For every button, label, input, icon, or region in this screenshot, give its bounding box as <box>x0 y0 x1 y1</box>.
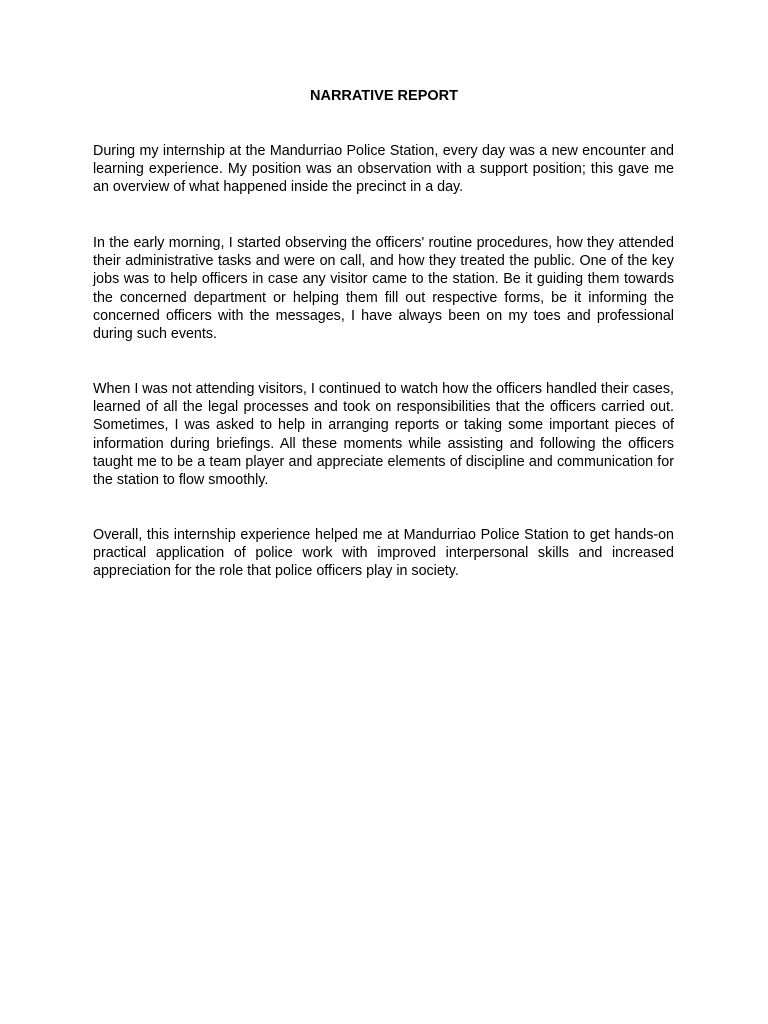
paragraph-3: When I was not attending visitors, I continued to watch how the officers handled their cases, learned of all the legal processes and took on responsibilities that the officers carried out. Sometimes, I was asked to help in arranging reports or taking some important pieces of information during briefings. All these moments while assisting and following the officers taught me to be a team player and appreciate elements of discipline and communication for the station to flow smoothly. <box>93 381 674 489</box>
paragraph-2: In the early morning, I started observing the officers' routine procedures, how they attended their administrative tasks and were on call, and how they treated the public. One of the key jobs was to help officers in case any visitor came to the station. Be it guiding them towards the concerned department or helping them fill out respective forms, be it informing the concerned officers with the messages, I have always been on my toes and professional during such events. <box>93 235 674 343</box>
paragraph-4: Overall, this internship experience helped me at Mandurriao Police Station to get hands-on practical application of police work with improved interpersonal skills and increased appreciation for the role that police officers play in society. <box>93 527 674 580</box>
document-title: NARRATIVE REPORT <box>310 88 458 104</box>
paragraph-1: During my internship at the Mandurriao Police Station, every day was a new encounter and learning experience. My position was an observation with a support position; this gave me an overview of what happened inside the precinct in a day. <box>93 143 674 196</box>
